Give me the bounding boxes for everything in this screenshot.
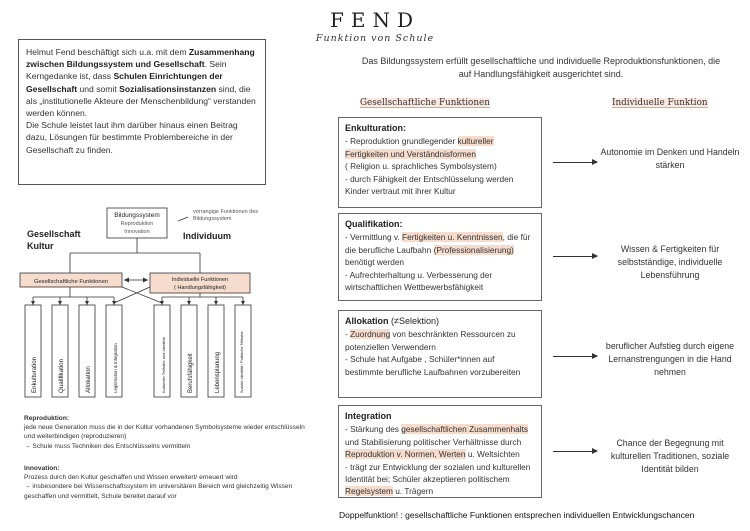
notes-title bbox=[24, 464, 314, 473]
intro-paragraph-2: Die Schule leistet laut ihm darüber hinaus einen Beitrag dazu, Lösungen für bestimmte Problembereiche in der Gesellschaft zu finden. bbox=[26, 120, 238, 155]
highlight-span: (Professionalisierung) bbox=[433, 244, 514, 255]
text-span: benötigt werden bbox=[345, 257, 405, 268]
page-subtitle: Funktion von Schule bbox=[315, 33, 435, 44]
highlight-span: Fertigkeiten u. Kenntnissen bbox=[402, 232, 503, 243]
function-text bbox=[345, 423, 535, 460]
text-span: , die für die berufliche Laufbahn bbox=[345, 232, 531, 255]
double-function-note: Doppelfunktion! : gesellschaftliche Funktionen entsprechen individuellen Entwicklungschancen bbox=[339, 510, 695, 520]
arrow-icon bbox=[553, 451, 597, 452]
diagram-column-integration: Legitimation & Integration bbox=[113, 343, 118, 393]
highlight-span: gesellschaftlichen Zusammenhalts bbox=[401, 424, 529, 435]
notes-innovation bbox=[24, 464, 314, 501]
notes-title-text: Innovation: bbox=[24, 465, 60, 472]
function-text: - Aufrechterhaltung u. Verbesserung der wirtschaftlichen Wettbewerbsfähigkeit bbox=[345, 269, 493, 293]
arrow-icon bbox=[553, 356, 597, 357]
arrow-down-icon bbox=[112, 301, 116, 305]
text-span: von beschränkten Ressourcen zu potenziellen Verwendern bbox=[345, 329, 516, 352]
intro-text: sind, die als „institutionelle Akteure der Menschenbildung“ verstanden werden können. bbox=[26, 83, 256, 119]
diagram-box-societal-label: Gesellschaftliche Funktionen bbox=[33, 279, 109, 285]
diagram-right-label: Individuum bbox=[183, 231, 231, 241]
intro-highlight: Sozialisationsinstanzen bbox=[119, 83, 217, 94]
diagram-left-label: Gesellschaft bbox=[27, 229, 81, 239]
highlight-span: kultureller Fertigkeiten und Verständnisformen bbox=[345, 136, 494, 159]
individual-function-2: Wissen & Fertigkeiten für selbstständige, individuelle Lebensführung bbox=[617, 244, 723, 280]
function-text bbox=[345, 461, 535, 498]
highlight-span: Reproduktion v. Normen, Werten bbox=[345, 449, 466, 460]
text-span: - bbox=[345, 329, 351, 340]
function-text bbox=[345, 328, 535, 353]
diagram-box-individual-label-2: ( Handlungsfähigkeit) bbox=[174, 285, 226, 291]
column-heading-label: Individuelle Funktion bbox=[612, 98, 708, 108]
function-heading: Enkulturation: bbox=[345, 123, 406, 133]
function-heading: Qualifikation: bbox=[345, 219, 403, 229]
text-span: u. Weltsichten bbox=[465, 449, 520, 460]
diagram-side-note-2: Bildungssystem bbox=[193, 216, 232, 222]
diagram-column-lebensplanung: Lebensplanung bbox=[215, 351, 221, 393]
intro-text: und somit bbox=[77, 83, 120, 94]
arrow-left-icon bbox=[124, 278, 129, 283]
highlight-span: Zuordnung bbox=[350, 329, 391, 340]
highlight-span: Regelsystem bbox=[345, 486, 393, 497]
function-heading bbox=[345, 315, 535, 327]
arrow-down-icon bbox=[160, 301, 164, 305]
function-text: - Schule hat Aufgabe , Schüler*innen auf bestimmte berufliche Laufbahnen vorzubereiten bbox=[345, 354, 521, 377]
individual-function-3: beruflicher Aufstieg durch eigene Lernanstrengungen in die Hand nehmen bbox=[605, 341, 735, 377]
arrow-down-icon bbox=[187, 301, 191, 305]
text-span: u. Trägern bbox=[392, 486, 434, 497]
notes-text: → Schule muss Techniken des Entschlüsselns vermitteln bbox=[24, 442, 191, 450]
text-span: - Reproduktion grundlegender bbox=[345, 136, 458, 147]
arrow-down-icon bbox=[58, 301, 62, 305]
page-title: FEND bbox=[329, 8, 420, 32]
diagram-column-teilhabe: Kulturelle Teilhabe und Identität bbox=[161, 337, 166, 393]
column-heading-label: Gesellschaftliche Funktionen bbox=[360, 98, 490, 108]
function-box-qualifikation bbox=[338, 213, 542, 301]
function-box-enkulturation bbox=[338, 117, 542, 208]
notes-title-text: Reproduktion: bbox=[24, 415, 70, 422]
arrow-down-icon bbox=[31, 301, 35, 305]
function-box-allokation bbox=[338, 310, 542, 398]
notes-reproduktion bbox=[24, 414, 314, 451]
notes-text: Prozess durch den Kultur geschaffen und Wissen erweitert/ erneuert wird bbox=[24, 474, 238, 482]
function-heading: Integration bbox=[345, 411, 392, 421]
intro-highlight: Zusammenhang zwischen Bildungssystem und Gesellschaft bbox=[26, 47, 255, 70]
diagram-column-berufsfaehigkeit: Berufsfähigkeit bbox=[188, 353, 194, 393]
column-heading-individual bbox=[612, 98, 708, 108]
notes-text: → insbesondere bei Wissenschaftssystem im universitären Bereich wird gleichzeitig Wissen geschaffen und vermittelt, Schule bereitet darauf vor bbox=[24, 483, 293, 500]
arrow-down-icon bbox=[214, 301, 218, 305]
diagram-column-qualifikation: Qualifikation bbox=[58, 358, 65, 393]
diagram-top-box-line3: Innovation bbox=[124, 229, 150, 235]
intro-text: Helmut Fend beschäftigt sich u.a. mit dem bbox=[26, 47, 189, 57]
heading-suffix: (≠Selektion) bbox=[388, 316, 439, 326]
intro-paragraph-1 bbox=[26, 46, 258, 119]
notes-title bbox=[24, 414, 314, 423]
diagram-box-individual-label: Individuelle Funktionen bbox=[171, 277, 229, 283]
diagram-left-label-2: Kultur bbox=[27, 241, 54, 251]
diagram-top-box-line2: Reproduktion bbox=[120, 221, 154, 227]
individual-function-1: Autonomie im Denken und Handeln stärken bbox=[600, 147, 740, 170]
text-span: und Stabilisierung politischer Verhältnisse durch bbox=[345, 436, 522, 447]
function-text: ( Religion u. sprachliches Symbolsystem) bbox=[345, 161, 497, 172]
text-span: - Stärkung des bbox=[345, 424, 402, 435]
functions-diagram bbox=[0, 195, 330, 410]
arrow-icon bbox=[553, 256, 597, 257]
text-span: - Vermittlung v. bbox=[345, 232, 403, 243]
function-box-integration bbox=[338, 405, 542, 498]
diagram-top-box-title: Bildungssystem bbox=[114, 212, 160, 219]
text-span: - trägt zur Entwicklung der sozialen und kulturellen Identität bei; Schüler akzeptieren politischem bbox=[345, 461, 531, 485]
function-text bbox=[345, 231, 535, 268]
column-heading-societal bbox=[360, 98, 490, 108]
diagram-column-allokation: Allokation bbox=[85, 366, 92, 393]
arrow-down-icon bbox=[85, 301, 89, 305]
diagram-column-soziale-identitaet: Soziale Identität / Politische Teilhabe bbox=[240, 331, 244, 393]
function-text bbox=[345, 135, 535, 160]
arrow-icon bbox=[553, 162, 597, 163]
diagram-side-note: vorrangige Funktionen des bbox=[193, 209, 259, 215]
function-text: - durch Fähigkeit der Entschlüsselung werden Kinder vertraut mit ihrer Kultur bbox=[345, 173, 514, 197]
notes-text: jede neue Generation muss die in der Kultur vorhandenen Symbolsysteme wieder entschlüsseln und weiterbindigen (reproduzieren) bbox=[24, 424, 305, 441]
intro-highlight: Schulen Einrichtungen der Gesellschaft bbox=[26, 71, 223, 94]
arrow-down-icon bbox=[241, 301, 245, 305]
intro-text: . Sein Kerngedanke ist, dass bbox=[26, 59, 227, 82]
intro-box bbox=[18, 39, 266, 185]
arrow-right-icon bbox=[143, 278, 148, 283]
heading-span: Allokation bbox=[345, 316, 389, 326]
summary-text: Das Bildungssystem erfüllt gesellschaftliche und individuelle Reproduktionsfunktionen, die auf Handlungsfähigkeit ausgerichtet sind. bbox=[361, 56, 721, 79]
individual-function-4: Chance der Begegnung mit kulturellen Traditionen, soziale Identität bilden bbox=[610, 438, 730, 474]
diagram-column-enkulturation: Enkulturation bbox=[31, 356, 38, 393]
